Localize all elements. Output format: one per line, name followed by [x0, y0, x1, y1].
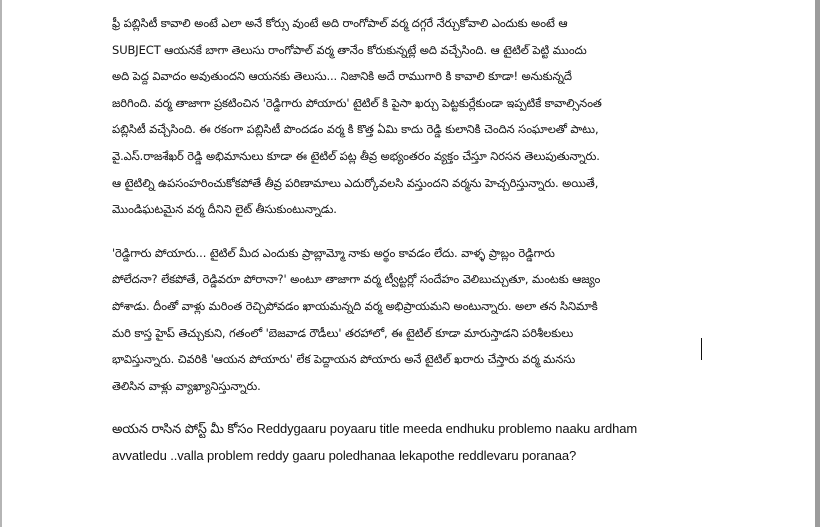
window-frame-left: [0, 0, 2, 527]
text-line: అయన రాసిన పోస్ట్ మీ కోసం Reddygaaru poyaaru title meeda endhuku problemo naaku ardham: [112, 421, 638, 437]
window-frame-right: [815, 0, 820, 527]
text-cursor: [701, 338, 702, 360]
text-line: పబ్లిసిటీ వచ్చేసింది. ఈ రకంగా పబ్లిసిటీ పొందడం వర్మ కి కొత్త ఏమి కాదు రెడ్డి కులానికి చెందిన సంఘాలతో పాటు,: [112, 122, 599, 137]
text-line: భావిస్తున్నారు. చివరికి 'ఆయన పోయారు' లేక పెద్దాయన పోయారు అనే టైటిల్ ఖరారు చేస్తారు వర్మ మనసు: [112, 352, 576, 367]
text-line: అది పెద్ద వివాదం అవుతుందని ఆయనకు తెలుసు... నిజానికి అదే రాముగారి కి కావాలి కూడా! అనుకున్నదే: [112, 69, 572, 84]
document-body[interactable]: [112, 10, 710, 490]
text-line: SUBJECT ఆయనకే బాగా తెలుసు రాంగోపాల్ వర్మ తానేం కోరుకున్నట్లే అది వచ్చేసింది. ఆ టైటిల్ పెట్టి ముందు: [112, 42, 587, 57]
text-line: పోశాడు. దీంతో వాళ్లు మరింత రెచ్చిపోవడం ఖాయమన్నది వర్మ అభిప్రాయమని అంటున్నారు. అలా తన సినిమాకి: [112, 298, 598, 313]
text-line: తెలిసిన వాళ్లు వ్యాఖ్యానిస్తున్నారు.: [112, 378, 261, 393]
text-line: ఫ్రీ పబ్లిసిటీ కావాలి అంటే ఎలా అనే కోర్సు వుంటే అది రాంగోపాల్ వర్మ దగ్గరే నేర్చుకోవాలి ఎందుకు అంటే ఆ: [112, 16, 568, 30]
text-line: జరిగింది. వర్మ తాజాగా ప్రకటించిన 'రెడ్డిగారు పోయారు' టైటిల్ కి పైసా ఖర్చు పెట్టకుర్లేకుండా ఇప్పటికే కావాల్సినంత: [112, 95, 602, 110]
text-line: avvatledu ..valla problem reddy gaaru poledhanaa lekapothe reddlevaru poranaa?: [112, 447, 577, 463]
text-line: ఆ టైటిల్ని ఉపసంహరించుకోకపోతే తీవ్ర పరిణామాలు ఎదుర్కోవలసి వస్తుందని వర్మను హెచ్చరిస్తున్నారు. అయితే,: [112, 175, 599, 190]
paragraph: [112, 416, 710, 469]
text-line: వై.ఎస్.రాజశేఖర్ రెడ్డి అభిమానులు కూడా ఈ టైటిల్ పట్ల తీవ్ర అభ్యంతరం వ్యక్తం చేస్తూ నిరసన తెలుపుతున్నారు.: [112, 148, 600, 163]
text-line: పోలేదనా? లేకపోతే, రెడ్డివరూ పోరానా?' అంటూ తాజాగా వర్మ ట్వీట్టర్లో సందేహం వెలిబుచ్చుతూ, మంటకు ఆజ్యం: [112, 272, 601, 287]
paragraph: [112, 10, 710, 223]
text-line: 'రెడ్డిగారు పోయారు... టైటిల్ మీద ఎందుకు ప్రాబ్లామ్మో నాకు అర్థం కావడం లేదు. వాళ్ళ ప్రాబ్లం రెడ్డిగారు: [112, 245, 555, 260]
text-line: మొండిఘటమైన వర్మ దీనిని లైట్ తీసుకుంటున్నాడు.: [112, 202, 337, 217]
text-line: మరి కాస్త హైప్ తెచ్చుకుని, గతంలో 'బెజవాడ రౌడీలు' తరహాలో, ఈ టైటిల్ కూడా మారుస్తాడని పరిశీలకులు: [112, 325, 574, 340]
paragraph: [112, 240, 710, 400]
